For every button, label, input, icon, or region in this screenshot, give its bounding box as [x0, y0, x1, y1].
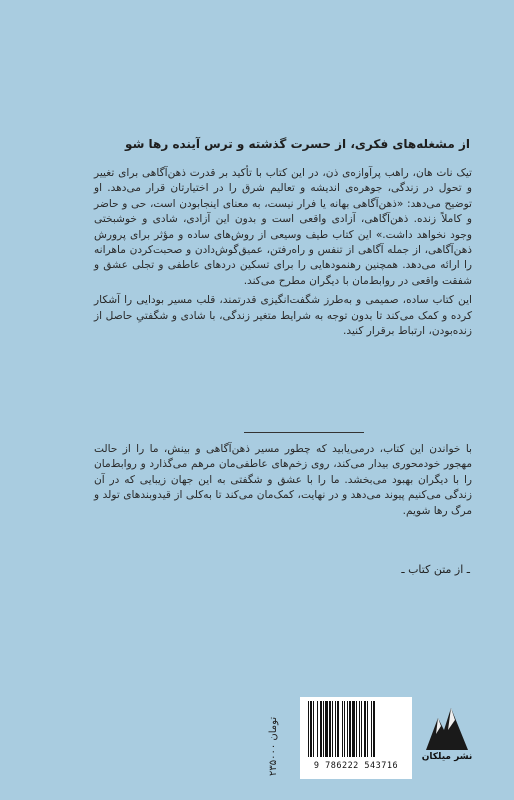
barcode-number: 9 786222 543716 — [313, 761, 399, 771]
quote-block — [94, 442, 472, 523]
intro-text — [94, 166, 472, 343]
quote-source: ـ از متن کتاب ـ — [401, 563, 470, 576]
isbn-barcode — [300, 697, 412, 779]
publisher-logo — [421, 700, 473, 772]
quote-paragraph: با خواندن این کتاب، درمی‌یابید که چطور مسیر ذهن‌آگاهی و بینش، ما را از حالت مهجور خودمحوری بیدار می‌کند، روی زخم‌های عاطفی‌مان مرهم می‌گذارد و روابط‌مان را با دیگران بهبود می‌بخشد. ما را با عشق و شگفتی به این جهان زیبایی که در آن زندگی می‌کنیم پیوند می‌دهد و در نهایت، کمک‌مان می‌کند تا به‌کلی از قیدوبندهای تولد و مرگ رها شویم. — [94, 443, 472, 517]
intro-paragraph-1: تیک نات هان، راهب پرآوازه‌ی ذن، در این کتاب با تأکید بر قدرت ذهن‌آگاهی برای تغییر و تحول در زندگی، جوهره‌ی اندیشه و تعالیم شرق را در اختیارتان قرار می‌دهد. او توضیح می‌دهد: «ذهن‌آگاهی بهانه یا فرار نیست، به معنای اینجابودن است، حی و حاضر و کاملاً زنده. ذهن‌آگاهی، آزادی واقعی است و بدون این آزادی، شادی و خوشبختی وجود نخواهد داشت.» این کتاب طیف وسیعی از روش‌های ساده و مؤثر برای پرورش ذهن‌آگاهی، از جمله آگاهی از تنفس و راه‌رفتن، عمیق‌گوش‌دادن و صحبت‌کردن ماهرانه را ارائه می‌دهد. همچنین رهنمودهایی را برای تسکین دردهای عاطفی و تجلی عشق و شفقت واقعی در روابط‌مان با دیگران مطرح می‌کند. — [94, 167, 472, 287]
section-divider — [244, 432, 364, 433]
price-label: ۲۳۵۰۰۰ تومان — [268, 716, 279, 776]
intro-paragraph-2: این کتاب ساده، صمیمی و به‌طرز شگفت‌انگیزی قدرتمند، قلب مسیر بودایی را آشکار کرده و کمک می‌کند تا بدون توجه به شرایط متغیر زندگی، با شادی و شگفتیِ حاصل از زنده‌بودن، ارتباط برقرار کنید. — [94, 294, 472, 338]
barcode-icon — [306, 701, 406, 759]
cover-heading: از مشغله‌های فکری، از حسرت گذشته و ترس آینده رها شو — [125, 137, 470, 151]
publisher-name: نشر میلکان — [421, 752, 473, 762]
mountain-logo-icon — [424, 700, 470, 752]
